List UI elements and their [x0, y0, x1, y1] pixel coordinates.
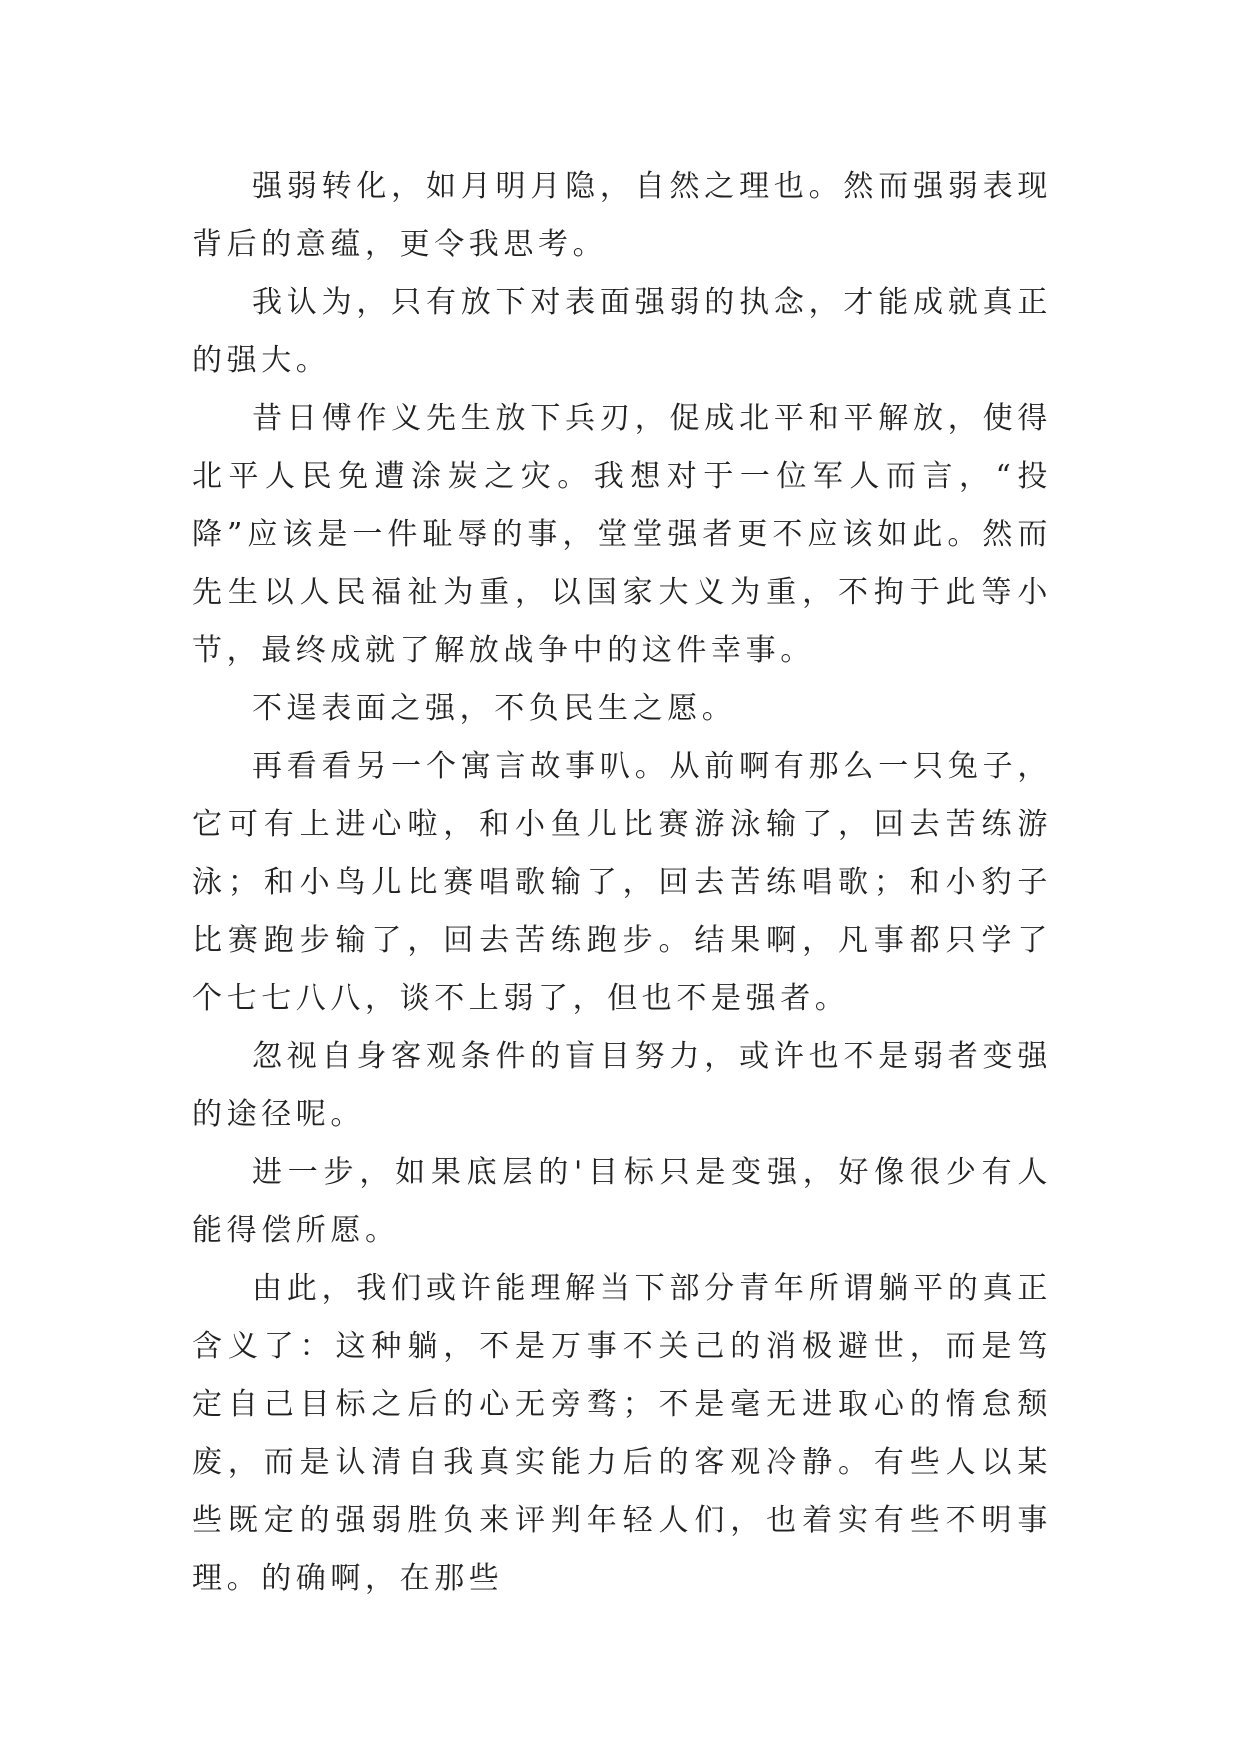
paragraph: 进一步，如果底层的'目标只是变强，好像很少有人能得偿所愿。: [192, 1155, 1052, 1248]
paragraph: 再看看另一个寓言故事叭。从前啊有那么一只兔子，它可有上进心啦，和小鱼儿比赛游泳输了，回去苦练游泳；和小鸟儿比赛唱歌输了，回去苦练唱歌；和小豹子比赛跑步输了，回去苦练跑步。结果啊，凡事都只学了个七七八八，谈不上弱了，但也不是强者。: [192, 749, 1052, 1016]
paragraph: 不逞表面之强，不负民生之愿。: [252, 691, 737, 726]
paragraph: 我认为，只有放下对表面强弱的执念，才能成就真正的强大。: [192, 285, 1052, 378]
paragraph: 昔日傅作义先生放下兵刃，促成北平和平解放，使得北平人民免遭涂炭之灾。我想对于一位军人而言，“投降”应该是一件耻辱的事，堂堂强者更不应该如此。然而先生以人民福祉为重，以国家大义为重，不拘于此等小节，最终成就了解放战争中的这件幸事。: [192, 401, 1052, 668]
paragraph: 强弱转化，如月明月隐，自然之理也。然而强弱表现背后的意蕴，更令我思考。: [192, 169, 1052, 262]
paragraph: 忽视自身客观条件的盲目努力，或许也不是弱者变强的途径呢。: [192, 1039, 1052, 1132]
paragraph: 由此，我们或许能理解当下部分青年所谓躺平的真正含义了：这种躺，不是万事不关己的消极避世，而是笃定自己目标之后的心无旁骛；不是毫无进取心的惰怠颓废，而是认清自我真实能力后的客观冷静。有些人以某些既定的强弱胜负来评判年轻人们，也着实有些不明事理。的确啊，在那些: [192, 1271, 1052, 1596]
essay-body: [192, 158, 1052, 1608]
